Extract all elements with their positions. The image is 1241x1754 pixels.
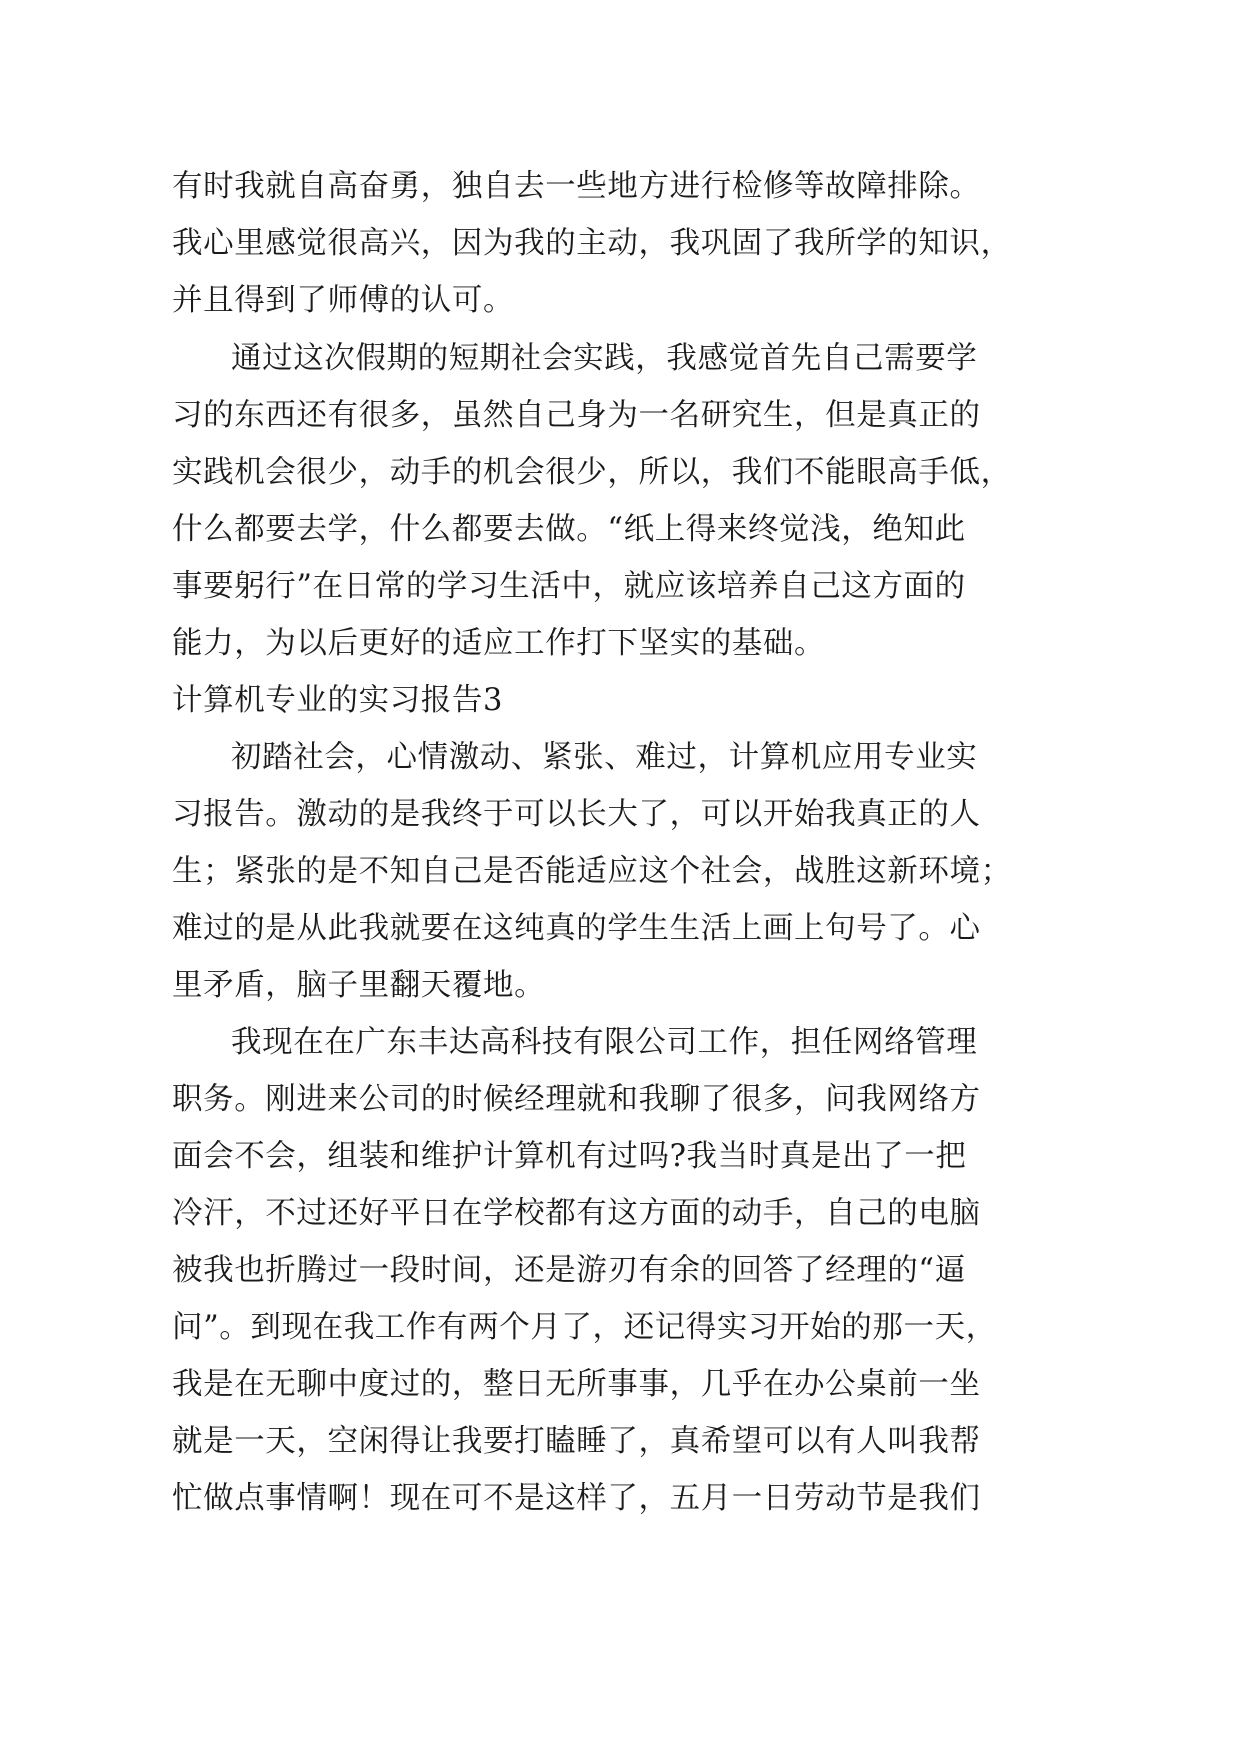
text-line: 难过的是从此我就要在这纯真的学生生活上画上句号了。心	[172, 911, 981, 946]
text-line: 生；紧张的是不知自己是否能适应这个社会，战胜这新环境；	[172, 854, 1012, 889]
text-line: 什么都要去学，什么都要去做。“纸上得来终觉浅，绝知此	[172, 512, 966, 547]
text-line: 里矛盾，脑子里翻天覆地。	[172, 968, 546, 1003]
text-line: 冷汗，不过还好平日在学校都有这方面的动手，自己的电脑	[172, 1196, 981, 1231]
text-line: 实践机会很少，动手的机会很少，所以，我们不能眼高手低，	[172, 455, 1012, 490]
text-line: 能力，为以后更好的适应工作打下坚实的基础。	[172, 626, 826, 661]
text-line: 有时我就自高奋勇，独自去一些地方进行检修等故障排除。	[172, 169, 981, 204]
paragraph-first-line: 初踏社会，心情激动、紧张、难过，计算机应用专业实	[231, 740, 978, 775]
text-line: 被我也折腾过一段时间，还是游刃有余的回答了经理的“逼	[172, 1253, 966, 1288]
text-line: 我心里感觉很高兴，因为我的主动，我巩固了我所学的知识，	[172, 226, 1012, 261]
paragraph-first-line: 我现在在广东丰达高科技有限公司工作，担任网络管理	[231, 1025, 978, 1060]
text-line: 习的东西还有很多，虽然自己身为一名研究生，但是真正的	[172, 398, 981, 433]
text-line: 并且得到了师傅的认可。	[172, 283, 515, 318]
paragraph-first-line: 通过这次假期的短期社会实践，我感觉首先自己需要学	[231, 341, 978, 376]
text-line: 职务。刚进来公司的时候经理就和我聊了很多，问我网络方	[172, 1082, 981, 1117]
text-line: 习报告。激动的是我终于可以长大了，可以开始我真正的人	[172, 797, 981, 832]
text-line: 就是一天，空闲得让我要打瞌睡了，真希望可以有人叫我帮	[172, 1424, 981, 1459]
text-line: 面会不会，组装和维护计算机有过吗?我当时真是出了一把	[172, 1139, 967, 1174]
text-line: 问”。到现在我工作有两个月了，还记得实习开始的那一天，	[172, 1310, 997, 1345]
text-line: 我是在无聊中度过的，整日无所事事，几乎在办公桌前一坐	[172, 1367, 981, 1402]
text-line: 忙做点事情啊！现在可不是这样了，五月一日劳动节是我们	[172, 1481, 981, 1516]
section-heading: 计算机专业的实习报告3	[172, 683, 504, 718]
text-line: 事要躬行”在日常的学习生活中，就应该培养自己这方面的	[172, 569, 966, 604]
